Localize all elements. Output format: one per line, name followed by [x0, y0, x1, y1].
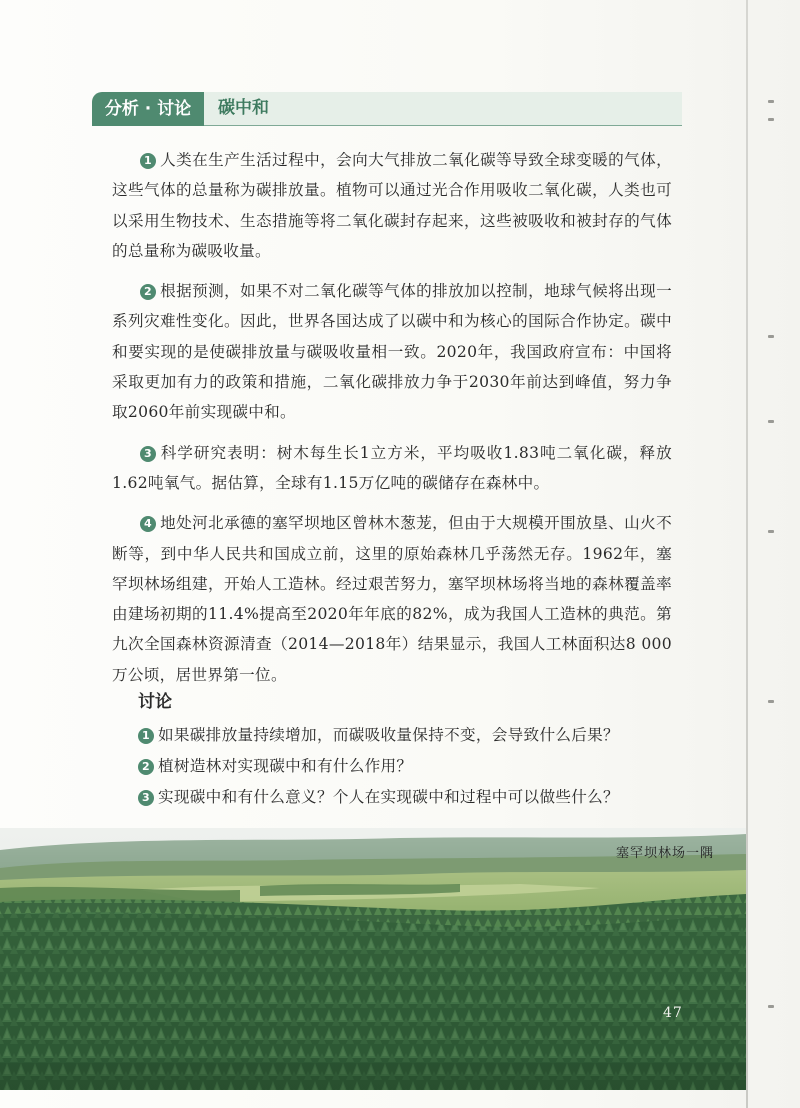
paragraph-text: 科学研究表明：树木每生长1立方米，平均吸收1.83吨二氧化碳，释放1.62吨氧气。据估算，全球有1.15万亿吨的碳储存在森林中。	[112, 443, 672, 492]
discussion-question-2	[138, 751, 678, 782]
question-text: 植树造林对实现碳中和有什么作用？	[158, 757, 413, 775]
paragraph-1	[112, 145, 672, 266]
number-badge-3: 3	[140, 446, 156, 462]
discussion-question-1	[138, 720, 678, 751]
section-tag: 分析 · 讨论	[92, 92, 204, 126]
question-text: 实现碳中和有什么意义？个人在实现碳中和过程中可以做些什么？	[158, 788, 619, 806]
question-text: 如果碳排放量持续增加，而碳吸收量保持不变，会导致什么后果？	[158, 726, 619, 744]
number-badge-q2: 2	[138, 759, 154, 775]
number-badge-1: 1	[140, 153, 156, 169]
number-badge-4: 4	[140, 516, 156, 532]
number-badge-q1: 1	[138, 728, 154, 744]
paragraph-3	[112, 438, 672, 499]
section-header	[92, 92, 682, 126]
article-body	[112, 145, 672, 700]
page-binding-edge	[746, 0, 748, 1108]
number-badge-q3: 3	[138, 790, 154, 806]
paragraph-4	[112, 508, 672, 690]
section-title: 碳中和	[204, 92, 682, 126]
discussion-question-3	[138, 782, 678, 813]
forest-illustration	[0, 828, 746, 1090]
paragraph-text: 人类在生产生活过程中，会向大气排放二氧化碳等导致全球变暖的气体，这些气体的总量称为碳排放量。植物可以通过光合作用吸收二氧化碳，人类也可以采用生物技术、生态措施等将二氧化碳封存起来，这些被吸收和被封存的气体的总量称为碳吸收量。	[112, 151, 672, 260]
page-number: 47	[663, 1005, 683, 1021]
discussion-title: 讨论	[138, 692, 172, 712]
discussion-section	[138, 688, 678, 813]
forest-photo	[0, 828, 746, 1090]
number-badge-2: 2	[140, 284, 156, 300]
paragraph-text: 根据预测，如果不对二氧化碳等气体的排放加以控制，地球气候将出现一系列灾难性变化。因此，世界各国达成了以碳中和为核心的国际合作协定。碳中和要实现的是使碳排放量与碳吸收量相一致。2020年，我国政府宣布：中国将采取更加有力的政策和措施，二氧化碳排放力争于2030年前达到峰值，努力争取2060年前实现碳中和。	[112, 282, 672, 422]
photo-caption: 塞罕坝林场一隅	[615, 846, 714, 861]
paragraph-text: 地处河北承德的塞罕坝地区曾林木葱茏，但由于大规模开围放垦、山火不断等，到中华人民共和国成立前，这里的原始森林几乎荡然无存。1962年，塞罕坝林场组建，开始人工造林。经过艰苦努力，塞罕坝林场将当地的森林覆盖率由建场初期的11.4%提高至2020年年底的82%，成为我国人工造林的典范。第九次全国森林资源清查（2014—2018年）结果显示，我国人工林面积达8 000万公顷，居世界第一位。	[112, 514, 672, 684]
paragraph-2	[112, 276, 672, 427]
